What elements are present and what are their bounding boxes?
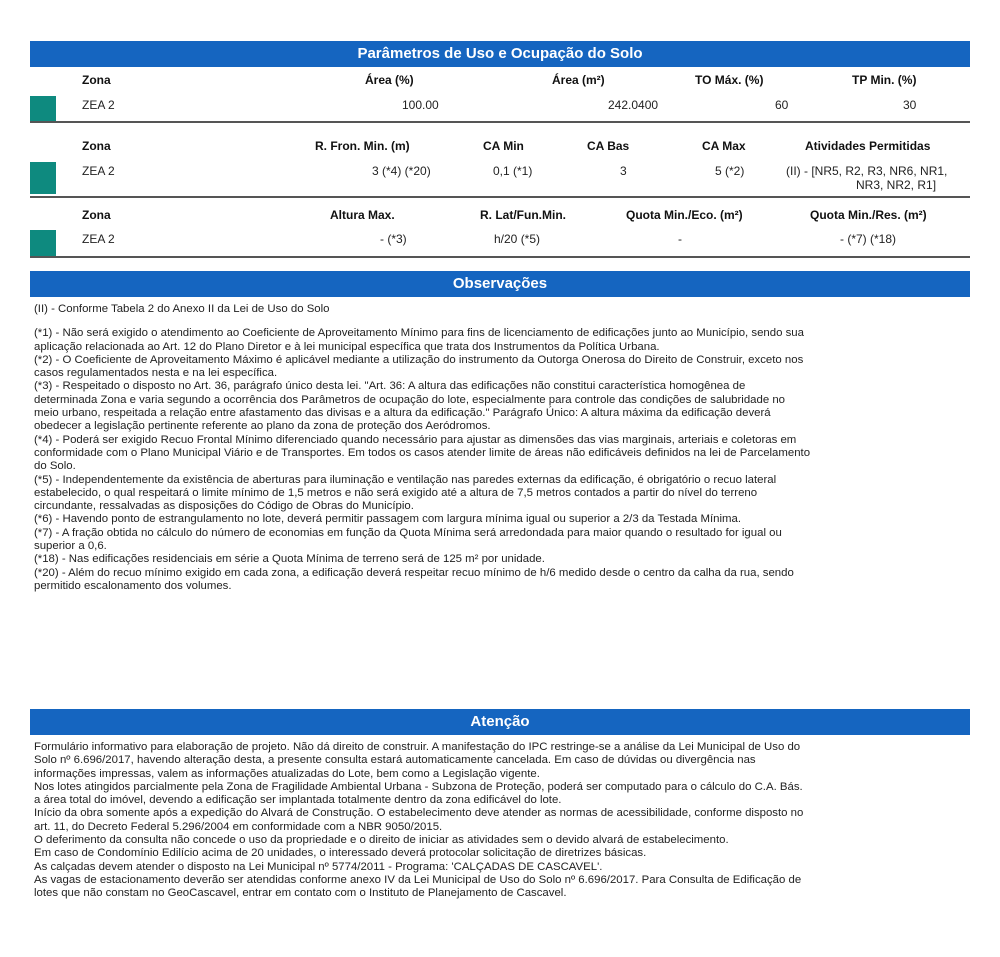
t2-r-fron-value: 3 (*4) (*20) (372, 164, 431, 178)
observacao-line: (*3) - Respeitado o disposto no Art. 36, parágrafo único desta lei. "Art. 36: A altura das edificações não constitui característica homogênea de (34, 380, 746, 393)
observacao-line: (*1) - Não será exigido o atendimento ao Coeficiente de Aproveitamento Mínimo para fins de licenciamento de edificações junto ao Município, sendo sua (34, 327, 804, 340)
table1-header (30, 73, 970, 89)
atencao-line: Formulário informativo para elaboração de projeto. Não dá direito de construir. A manifestação do IPC restringe-se a análise da Lei Municipal de Uso do (34, 741, 801, 753)
atencao-line: lotes que não constam no GeoCascavel, entrar em contato com o Instituto de Planejamento de Cascavel. (34, 887, 567, 900)
observacoes-text (34, 303, 959, 593)
observacao-line: determinada Zona e varia segundo a ocorrência dos Parâmetros de ocupação do lote, especialmente para controle das condições de salubridade no (34, 393, 785, 406)
t2-col-ca-max: CA Max (702, 139, 746, 153)
t2-zona-value: ZEA 2 (82, 164, 115, 178)
observacao-line: (*20) - Além do recuo mínimo exigido em cada zona, a edificação deverá respeitar recuo mínimo de h/6 medido desde o centro da calha da rua, sendo (34, 566, 794, 579)
table3-header (30, 208, 970, 224)
observacao-line: permitido escalonamento dos volumes. (34, 579, 232, 592)
t1-zona-value: ZEA 2 (82, 98, 115, 112)
row-divider (30, 256, 970, 258)
observacao-line: (*2) - O Coeficiente de Aproveitamento Máximo é aplicável mediante a utilização do instrumento da Outorga Onerosa do Direito de Construir, exceto nos (34, 353, 804, 366)
atencao-line: Solo nº 6.696/2017, havendo alteração desta, a presente consulta estará automaticamente cancelada. Em caso de dúvidas ou divergência nas (34, 754, 756, 767)
observacoes-title: Observações (30, 271, 970, 297)
t2-col-r-fron: R. Fron. Min. (m) (315, 139, 410, 153)
row-divider (30, 196, 970, 198)
atencao-text (34, 741, 959, 901)
t1-col-to-max: TO Máx. (%) (695, 73, 764, 87)
observacao-ii: (II) - Conforme Tabela 2 do Anexo II da Lei de Uso do Solo (34, 303, 330, 315)
atencao-line: art. 11, do Decreto Federal 5.296/2004 em conformidade com a NBR 9050/2015. (34, 820, 443, 833)
t2-ca-max-value: 5 (*2) (715, 164, 745, 178)
observacao-line: aplicação relacionada ao Art. 12 do Plano Diretor e à lei municipal específica que trata dos Instrumentos da Política Urbana. (34, 340, 660, 353)
observacao-line: superior a 0,6. (34, 540, 107, 553)
t2-atividades-line1: (II) - [NR5, R2, R3, NR6, NR1, (786, 164, 948, 178)
atencao-line: Nos lotes atingidos parcialmente pela Zona de Fragilidade Ambiental Urbana - Subzona de Proteção, poderá ser computado para o cálculo do C.A. Bás. (34, 780, 803, 793)
t2-col-zona: Zona (82, 139, 111, 153)
t3-col-zona: Zona (82, 208, 111, 222)
atencao-line: a área total do imóvel, devendo a edificação ser implantada totalmente dentro da zona edificável do lote. (34, 794, 562, 807)
t2-ca-bas-value: 3 (620, 164, 627, 178)
t3-col-r-lat: R. Lat/Fun.Min. (480, 208, 566, 222)
t1-col-area-pct: Área (%) (365, 73, 414, 87)
t2-col-ca-bas: CA Bas (587, 139, 630, 153)
observacao-line: circundante, ressalvadas as disposições do Código de Obras do Município. (34, 500, 414, 513)
observacao-line: estabelecido, o qual respeitará o limite mínimo de 1,5 metros e não será exigido até a altura de 7,5 metros contados a partir do nível do terreno (34, 486, 758, 499)
observacao-line: (*7) - A fração obtida no cálculo do número de economias em função da Quota Mínima será arredondada para maior quando o resultado for igual ou (34, 526, 782, 539)
observacao-line: do Solo. (34, 460, 76, 473)
table1-row (30, 96, 970, 122)
atencao-line: As calçadas devem atender o disposto na Lei Municipal nº 5774/2011 - Programa: 'CALÇADAS DE CASCAVEL'. (34, 860, 603, 873)
t3-r-lat-value: h/20 (*5) (494, 232, 541, 246)
t1-col-zona: Zona (82, 73, 111, 87)
zone-color-swatch (30, 96, 56, 122)
t2-atividades-line2: NR3, NR2, R1] (856, 178, 937, 192)
observacao-line: conformidade com o Plano Municipal Viário e de Transportes. Em todos os casos atender limite de áreas não edificáveis definidos na lei de Parcelamento (34, 446, 811, 459)
t3-zona-value: ZEA 2 (82, 232, 115, 246)
t3-col-quota-eco: Quota Min./Eco. (m²) (626, 208, 743, 222)
t3-quota-res-value: - (*7) (*18) (840, 232, 897, 246)
atencao-line: As vagas de estacionamento deverão ser atendidas conforme anexo IV da Lei Municipal de Uso do Solo nº 6.696/2017. Para Consulta de Edificação de (34, 873, 802, 886)
table2-row (30, 162, 970, 196)
observacao-line: (*5) - Independentemente da existência de aberturas para iluminação e ventilação nas paredes externas da edificação, é obrigatório o recuo lateral (34, 473, 777, 486)
observacao-line: meio urbano, respeitada a relação entre afastamento das divisas e a altura da edificação." Parágrafo Único: A altura máxima da edificação deverá (34, 407, 771, 420)
observacao-line: (*6) - Havendo ponto de estrangulamento no lote, deverá permitir passagem com largura mínima igual ou superior a 2/3 da Testada Mínima. (34, 513, 742, 526)
t1-col-tp-min: TP Min. (%) (852, 73, 917, 87)
row-divider (30, 121, 970, 123)
zone-color-swatch (30, 230, 56, 256)
observacao-line: (*18) - Nas edificações residenciais em série a Quota Mínima de terreno será de 125 m² por unidade. (34, 553, 545, 566)
t2-ca-min-value: 0,1 (*1) (493, 164, 533, 178)
t3-col-altura: Altura Max. (330, 208, 395, 222)
t3-col-quota-res: Quota Min./Res. (m²) (810, 208, 927, 222)
observacao-line: obedecer a legislação pertinente referente ao plano da zona de proteção dos Aeródromos. (34, 420, 491, 433)
zone-color-swatch (30, 162, 56, 194)
atencao-line: Em caso de Condomínio Edilício acima de 20 unidades, o interessado deverá protocolar solicitação de diretrizes básicas. (34, 847, 647, 860)
table3-row (30, 230, 970, 256)
t1-tp-min-value: 30 (903, 98, 917, 112)
atencao-line: O deferimento da consulta não concede o uso da propriedade e o direito de iniciar as atividades sem o devido alvará de estabelecimento. (34, 834, 729, 847)
t2-col-ca-min: CA Min (483, 139, 524, 153)
atencao-title: Atenção (30, 709, 970, 735)
t3-quota-eco-value: - (678, 232, 682, 246)
t1-col-area-m2: Área (m²) (552, 73, 605, 87)
t1-area-m2-value: 242.0400 (608, 98, 659, 112)
t2-col-atividades: Atividades Permitidas (805, 139, 931, 153)
atencao-line: Início da obra somente após a expedição do Alvará de Construção. O estabelecimento deve atender as normas de acessibilidade, conforme disposto no (34, 807, 804, 820)
observacao-line: (*4) - Poderá ser exigido Recuo Frontal Mínimo diferenciado quando necessário para ajustar as dimensões das vias marginais, arteriais e coletoras em (34, 433, 797, 446)
params-title: Parâmetros de Uso e Ocupação do Solo (30, 41, 970, 67)
t3-altura-value: - (*3) (380, 232, 407, 246)
observacao-line: casos regulamentados nesta e na lei específica. (34, 367, 278, 380)
table2-header (30, 139, 970, 155)
t1-to-max-value: 60 (775, 98, 789, 112)
t1-area-pct-value: 100.00 (402, 98, 439, 112)
atencao-line: informações impressas, valem as informações atualizadas do Lote, bem como a Legislação vigente. (34, 767, 540, 780)
